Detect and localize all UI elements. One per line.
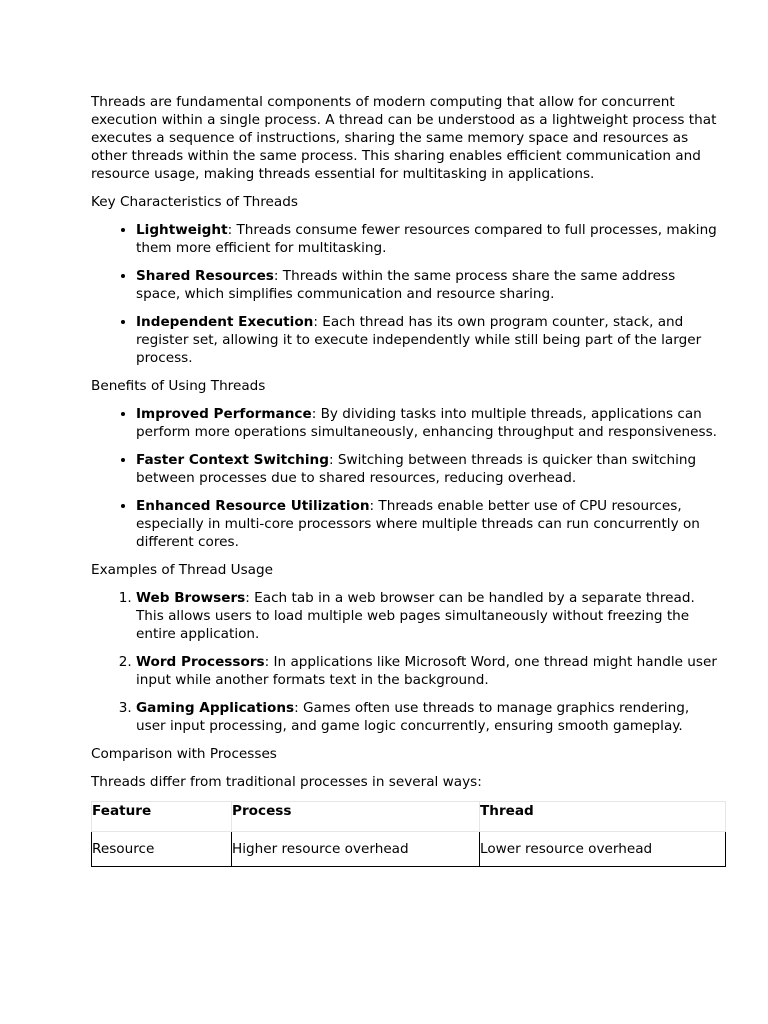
table-cell: Lower resource overhead bbox=[480, 832, 726, 867]
intro-paragraph: Threads are fundamental components of modern computing that allow for concurrent execution within a single process. A thread can be understood as a lightweight process that executes a sequence of instructions, sharing the same memory space and resources as other threads within the same process. This sharing enables efficient communication and resource usage, making threads essential for multitasking in applications. bbox=[91, 94, 717, 182]
list-item-term: Improved Performance bbox=[136, 406, 312, 422]
list-item-text: : Threads enable better use of CPU resources, especially in multi-core processors where multiple threads can run concurrently on different cores. bbox=[136, 498, 700, 550]
list-item bbox=[136, 451, 726, 487]
table-header-cell: Process bbox=[232, 802, 480, 832]
examples-list bbox=[91, 589, 726, 735]
comparison-table bbox=[91, 801, 726, 867]
benefits-heading: Benefits of Using Threads bbox=[91, 378, 266, 394]
list-item-term: Shared Resources bbox=[136, 268, 274, 284]
list-item-text: : By dividing tasks into multiple threads, applications can perform more operations simultaneously, enhancing throughput and responsiveness. bbox=[136, 406, 717, 440]
table-cell: Resource bbox=[92, 832, 232, 867]
characteristics-list bbox=[91, 221, 726, 367]
table-cell: Higher resource overhead bbox=[232, 832, 480, 867]
list-item-text: : Threads consume fewer resources compared to full processes, making them more efficient for multitasking. bbox=[136, 222, 717, 256]
list-item bbox=[136, 497, 726, 551]
list-item-text: : Games often use threads to manage graphics rendering, user input processing, and game logic concurrently, ensuring smooth gameplay. bbox=[136, 700, 690, 734]
list-item bbox=[136, 589, 726, 643]
list-item bbox=[136, 267, 726, 303]
list-item bbox=[136, 313, 726, 367]
list-item bbox=[136, 699, 726, 735]
comparison-lead: Threads differ from traditional processes in several ways: bbox=[91, 774, 482, 790]
list-item bbox=[136, 653, 726, 689]
list-item bbox=[136, 405, 726, 441]
list-item-term: Word Processors bbox=[136, 654, 265, 670]
list-item-term: Independent Execution bbox=[136, 314, 314, 330]
characteristics-heading: Key Characteristics of Threads bbox=[91, 194, 298, 210]
list-item-text: : In applications like Microsoft Word, one thread might handle user input while another formats text in the background. bbox=[136, 654, 717, 688]
list-item-term: Lightweight bbox=[136, 222, 228, 238]
table-header-cell: Thread bbox=[480, 802, 726, 832]
list-item-text: : Each thread has its own program counter, stack, and register set, allowing it to execute independently while still being part of the larger process. bbox=[136, 314, 702, 366]
table-header-cell: Feature bbox=[92, 802, 232, 832]
list-item-term: Web Browsers bbox=[136, 590, 246, 606]
examples-heading: Examples of Thread Usage bbox=[91, 562, 274, 578]
table-row bbox=[92, 832, 726, 867]
table-header-row bbox=[92, 802, 726, 832]
benefits-list bbox=[91, 405, 726, 551]
list-item-term: Faster Context Switching bbox=[136, 452, 329, 468]
list-item-text: : Threads within the same process share the same address space, which simplifies communication and resource sharing. bbox=[136, 268, 676, 302]
comparison-heading: Comparison with Processes bbox=[91, 746, 277, 762]
list-item bbox=[136, 221, 726, 257]
list-item-term: Enhanced Resource Utilization bbox=[136, 498, 370, 514]
list-item-text: : Each tab in a web browser can be handled by a separate thread. This allows users to load multiple web pages simultaneously without freezing the entire application. bbox=[136, 590, 695, 642]
list-item-text: : Switching between threads is quicker than switching between processes due to shared resources, reducing overhead. bbox=[136, 452, 697, 486]
list-item-term: Gaming Applications bbox=[136, 700, 295, 716]
